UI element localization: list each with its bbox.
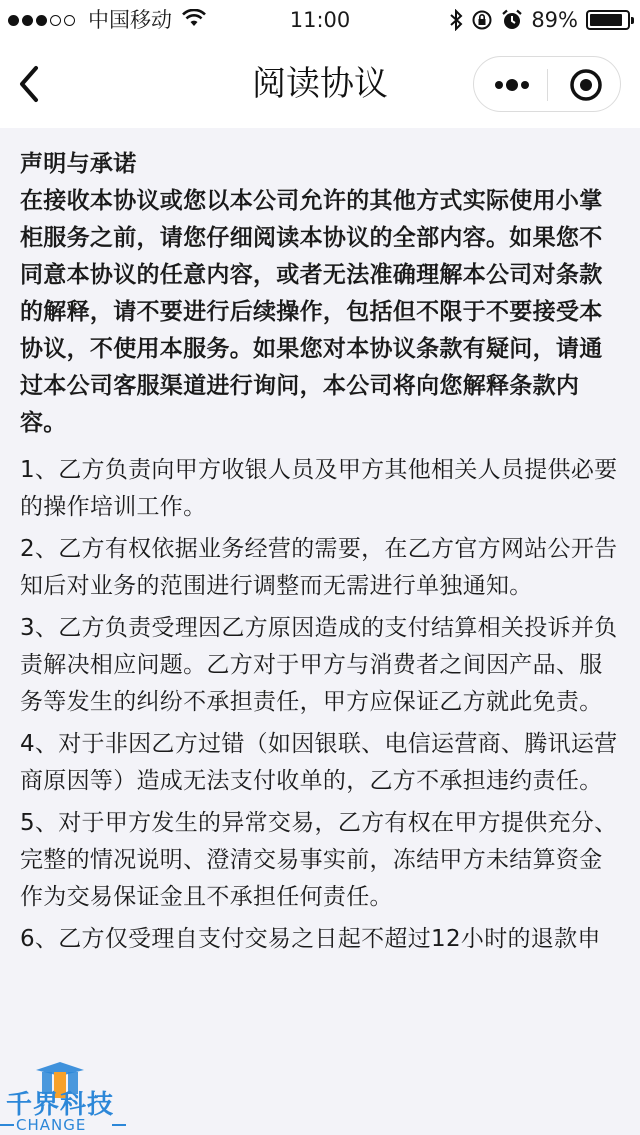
clause-6: 6、乙方仅受理自支付交易之日起不超过12小时的退款申 [20,926,601,952]
battery-percent: 89% [531,8,578,32]
status-right [441,7,630,33]
status-bar [0,0,640,40]
watermark-right-rule [112,1124,126,1126]
more-dots-icon [494,77,530,93]
status-time: 11:00 [289,8,351,32]
watermark [0,1060,150,1135]
watermark-sub: CHANGE [16,1116,87,1134]
clause-2: 2、乙方有权依据业务经营的需要，在乙方官方网站公开告知后对业务的范围进行调整而无需进行单独通知。 [20,536,618,599]
close-mini-program-button[interactable] [569,68,603,102]
clause-5: 5、对于甲方发生的异常交易，乙方有权在甲方提供充分、完整的情况说明、澄清交易事实前，冻结甲方未结算资金作为交易保证金且不承担任何责任。 [20,810,618,910]
nav-bar [0,40,640,128]
page-title: 阅读协议 [252,64,388,104]
declaration-heading: 声明与承诺 [20,151,137,177]
mini-program-capsule [473,56,621,112]
clause-1: 1、乙方负责向甲方收银人员及甲方其他相关人员提供必要的操作培训工作。 [20,457,618,520]
carrier-label: 中国移动 [88,8,172,32]
bluetooth-icon [449,9,463,31]
capsule-divider [547,69,548,101]
watermark-left-rule [0,1124,14,1126]
clause-4: 4、对于非因乙方过错（如因银联、电信运营商、腾讯运营商原因等）造成无法支付收单的，乙方不承担违约责任。 [20,731,618,794]
more-button[interactable] [494,77,530,93]
watermark-name: 千界科技 [6,1090,115,1120]
declaration-text: 在接收本协议或您以本公司允许的其他方式实际使用小掌柜服务之前，请您仔细阅读本协议的全部内容。如果您不同意本协议的任意内容，或者无法准确理解本公司对条款的解释，请不要进行后续操作，包括但不限于不要接受本协议，不使用本服务。如果您对本协议条款有疑问，请通过本公司客服渠道进行询问，本公司将向您解释条款内容。 [20,188,603,436]
alarm-icon [501,9,523,31]
clause-3: 3、乙方负责受理因乙方原因造成的支付结算相关投诉并负责解决相应问题。乙方对于甲方与消费者之间因产品、服务等发生的纠纷不承担责任，甲方应保证乙方就此免责。 [20,615,618,715]
rotation-lock-icon [471,9,493,31]
agreement-content [20,146,624,963]
close-target-icon [569,68,603,102]
battery-icon [586,10,630,30]
